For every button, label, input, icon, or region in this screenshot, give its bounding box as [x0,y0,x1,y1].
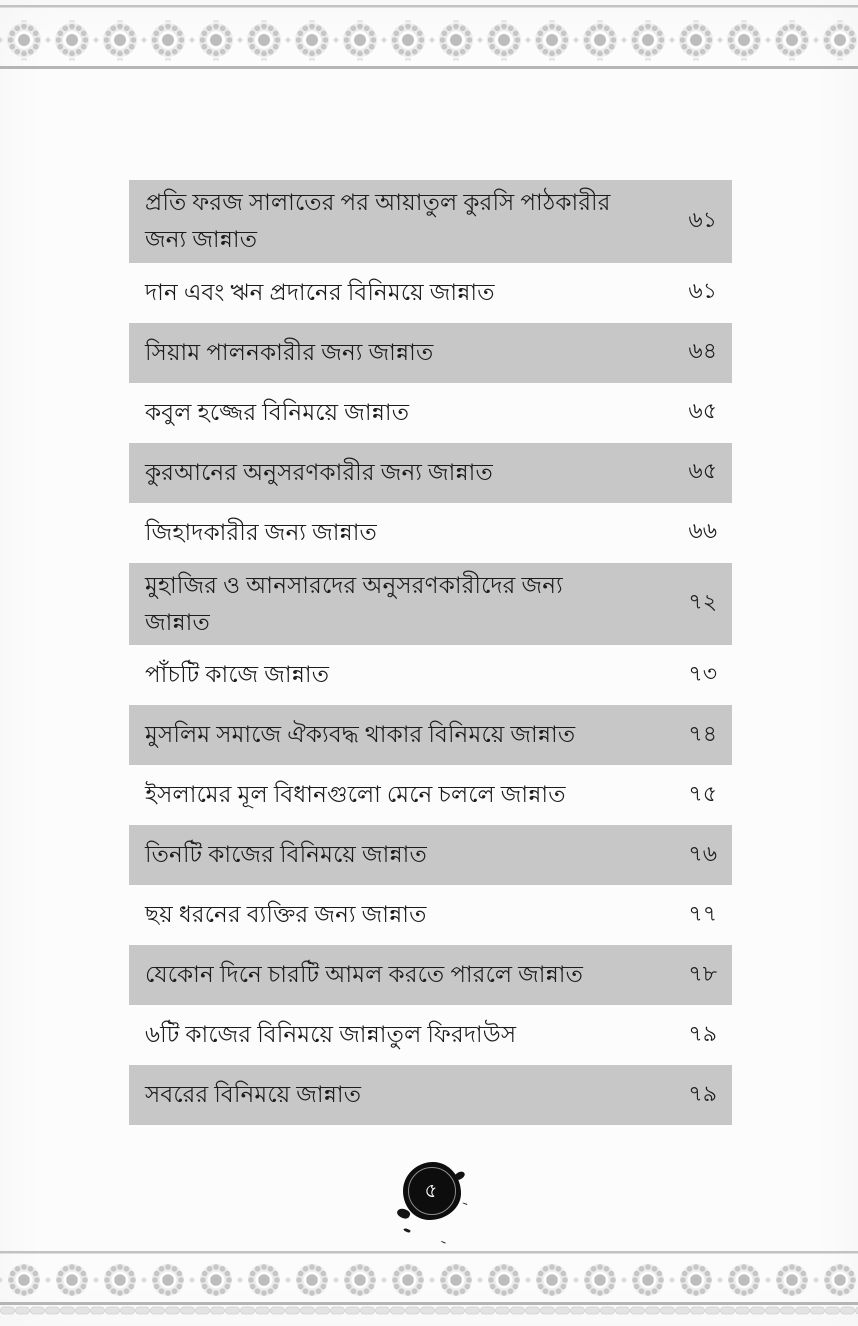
toc-entry-title: মুসলিম সমাজে ঐক্যবদ্ধ থাকার বিনিময়ে জান্নাত [145,722,576,748]
toc-row [129,563,732,646]
page-number: ৫ [424,1180,438,1202]
toc-entry-page: ৬৬ [688,518,717,543]
toc-entry-page: ৬৫ [688,458,717,483]
toc-list [129,180,732,1125]
toc-row [129,765,732,825]
toc-entry-title: পাঁচটি কাজে জান্নাত [145,662,330,688]
toc-row [129,645,732,705]
top-rosette-ornament-border [0,0,858,72]
toc-entry-title: যেকোন দিনে চারটি আমল করতে পারলে জান্নাত [145,962,584,988]
toc-row [129,503,732,563]
toc-row [129,705,732,765]
toc-row [129,443,732,503]
toc-entry-page: ৭৯ [688,1080,717,1106]
toc-row [129,885,732,945]
page-number-ink-badge [403,1162,461,1220]
toc-entry-page: ৭২ [688,589,717,615]
toc-entry-title: সবরের বিনিময়ে জান্নাত [145,1082,362,1108]
toc-row [129,945,732,1005]
toc-entry-page: ৭৩ [688,660,717,686]
toc-entry-title: জিহাদকারীর জন্য জান্নাত [145,519,378,545]
toc-row [129,1065,732,1125]
bottom-rosette-ornament-border [0,1247,858,1319]
toc-row [129,825,732,885]
toc-entry-title: দান এবং ঋন প্রদানের বিনিময়ে জান্নাত [145,279,495,305]
toc-row [129,323,732,383]
toc-entry-page: ৬১ [688,206,717,232]
toc-entry-title: প্রতি ফরজ সালাতের পর আয়াতুল কুরসি পাঠকারীর জন্য জান্নাত [145,190,611,253]
toc-entry-page: ৬৪ [688,338,717,363]
toc-row [129,383,732,443]
toc-entry-page: ৭৭ [688,900,717,926]
toc-row [129,180,732,263]
toc-row [129,263,732,323]
toc-entry-title: ইসলামের মূল বিধানগুলো মেনে চললে জান্নাত [145,782,566,808]
toc-entry-title: ৬টি কাজের বিনিময়ে জান্নাতুল ফিরদাউস [145,1022,517,1048]
toc-entry-title: কুরআনের অনুসরণকারীর জন্য জান্নাত [145,459,493,485]
toc-entry-page: ৭৪ [688,720,717,746]
toc-entry-title: ছয় ধরনের ব্যক্তির জন্য জান্নাত [145,902,427,928]
toc-entry-title: তিনটি কাজের বিনিময়ে জান্নাত [145,842,427,868]
toc-entry-page: ৭৬ [688,840,717,866]
toc-entry-title: সিয়াম পালনকারীর জন্য জান্নাত [145,339,434,365]
toc-entry-page: ৬১ [688,278,717,303]
toc-entry-title: কবুল হজ্জের বিনিময়ে জান্নাত [145,399,410,425]
toc-row [129,1005,732,1065]
toc-entry-page: ৭৯ [688,1020,717,1046]
toc-entry-page: ৭৫ [688,780,717,806]
toc-entry-page: ৬৫ [688,398,717,423]
toc-entry-page: ৭৮ [688,960,717,986]
toc-entry-title: মুহাজির ও আনসারদের অনুসরণকারীদের জন্য জান্নাত [145,572,563,635]
